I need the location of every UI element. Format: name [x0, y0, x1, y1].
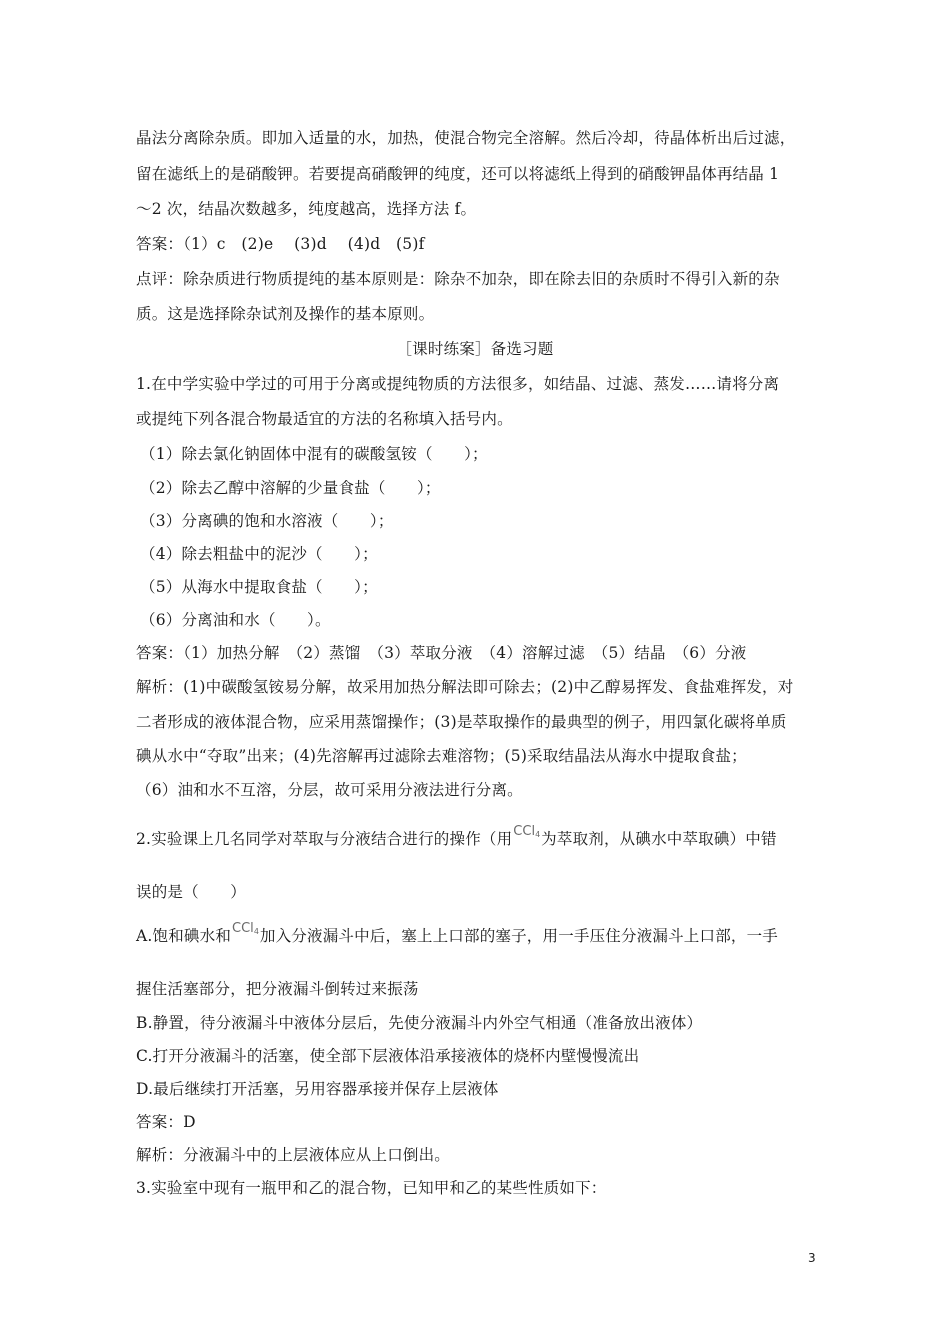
q2-stem-line-2: 误的是（ ）: [136, 883, 246, 901]
ccl4-formula-sub: 4: [253, 927, 259, 936]
q2-answer: 答案：D: [136, 1113, 196, 1131]
ccl4-formula-sub: 4: [535, 830, 541, 839]
ccl4-formula-text: CCl: [232, 921, 254, 936]
q1-analysis-line-2: 二者形成的液体混合物，应采用蒸馏操作；(3)是萃取操作的最典型的例子，用四氯化碳将单质: [136, 713, 787, 731]
ccl4-formula-text: CCl: [513, 824, 536, 839]
q2-stem-pre: 2.实验课上几名同学对萃取与分液结合进行的操作（用: [136, 830, 513, 848]
q3-stem: 3.实验室中现有一瓶甲和乙的混合物，已知甲和乙的某些性质如下：: [136, 1179, 607, 1197]
q2-analysis: 解析：分液漏斗中的上层液体应从上口倒出。: [136, 1146, 451, 1164]
q1-item-4: （4）除去粗盐中的泥沙（ ）；: [140, 545, 378, 563]
q1-item-1: （1）除去氯化钠固体中混有的碳酸氢铵（ ）；: [140, 445, 488, 463]
q1-stem-line-1: 1.在中学实验中学过的可用于分离或提纯物质的方法很多，如结晶、过滤、蒸发……请将分离: [136, 375, 780, 393]
q1-item-5: （5）从海水中提取食盐（ ）；: [140, 578, 378, 596]
q2-option-a-pre: A.饱和碘水和: [136, 927, 232, 945]
intro-line-3: ～2 次，结晶次数越多，纯度越高，选择方法 f。: [136, 200, 477, 218]
q1-answer: 答案：（1）加热分解 （2）蒸馏 （3）萃取分液 （4）溶解过滤 （5）结晶 （6）分液: [136, 644, 747, 662]
q1-item-6: （6）分离油和水（ ）。: [140, 611, 331, 629]
q1-analysis-line-1: 解析：(1)中碳酸氢铵易分解，故采用加热分解法即可除去；(2)中乙醇易挥发、食盐难挥发，对: [136, 678, 794, 696]
ccl4-formula: [513, 822, 540, 843]
q2-option-a-line-2: 握住活塞部分，把分液漏斗倒转过来振荡: [136, 980, 419, 998]
section-title: ［课时练案］备选习题: [396, 340, 554, 358]
ccl4-formula: [232, 919, 259, 940]
q1-item-2: （2）除去乙醇中溶解的少量食盐（ ）；: [140, 479, 441, 497]
q2-stem-post: 为萃取剂，从碘水中萃取碘）中错: [541, 830, 777, 848]
intro-line-2: 留在滤纸上的是硝酸钾。若要提高硝酸钾的纯度，还可以将滤纸上得到的硝酸钾晶体再结晶 1: [136, 165, 780, 183]
q2-option-b: B.静置，待分液漏斗中液体分层后，先使分液漏斗内外空气相通（准备放出液体）: [136, 1014, 703, 1032]
intro-answer: 答案：（1）c (2)e (3)d (4)d (5)f: [136, 235, 425, 253]
q1-analysis-line-4: （6）油和水不互溶，分层，故可采用分液法进行分离。: [136, 781, 523, 799]
intro-comment-2: 质。这是选择除杂试剂及操作的基本原则。: [136, 305, 435, 323]
q2-option-a-post: 加入分液漏斗中后，塞上上口部的塞子，用一手压住分液漏斗上口部，一手: [259, 927, 779, 945]
page-number: 3: [808, 1251, 816, 1265]
q2-option-a-line-1: [136, 921, 779, 949]
intro-line-1: 晶法分离除杂质。即加入适量的水，加热，使混合物完全溶解。然后冷却，待晶体析出后过滤，: [136, 129, 796, 147]
q1-analysis-line-3: 碘从水中“夺取”出来；(4)先溶解再过滤除去难溶物；(5)采取结晶法从海水中提取食盐；: [136, 747, 747, 765]
intro-comment-1: 点评：除杂质进行物质提纯的基本原则是：除杂不加杂，即在除去旧的杂质时不得引入新的杂: [136, 270, 780, 288]
q2-option-c: C.打开分液漏斗的活塞，使全部下层液体沿承接液体的烧杯内壁慢慢流出: [136, 1047, 640, 1065]
q1-item-3: （3）分离碘的饱和水溶液（ ）；: [140, 512, 394, 530]
q2-stem-line-1: [136, 824, 777, 852]
q1-stem-line-2: 或提纯下列各混合物最适宜的方法的名称填入括号内。: [136, 410, 513, 428]
q2-option-d: D.最后继续打开活塞，另用容器承接并保存上层液体: [136, 1080, 499, 1098]
